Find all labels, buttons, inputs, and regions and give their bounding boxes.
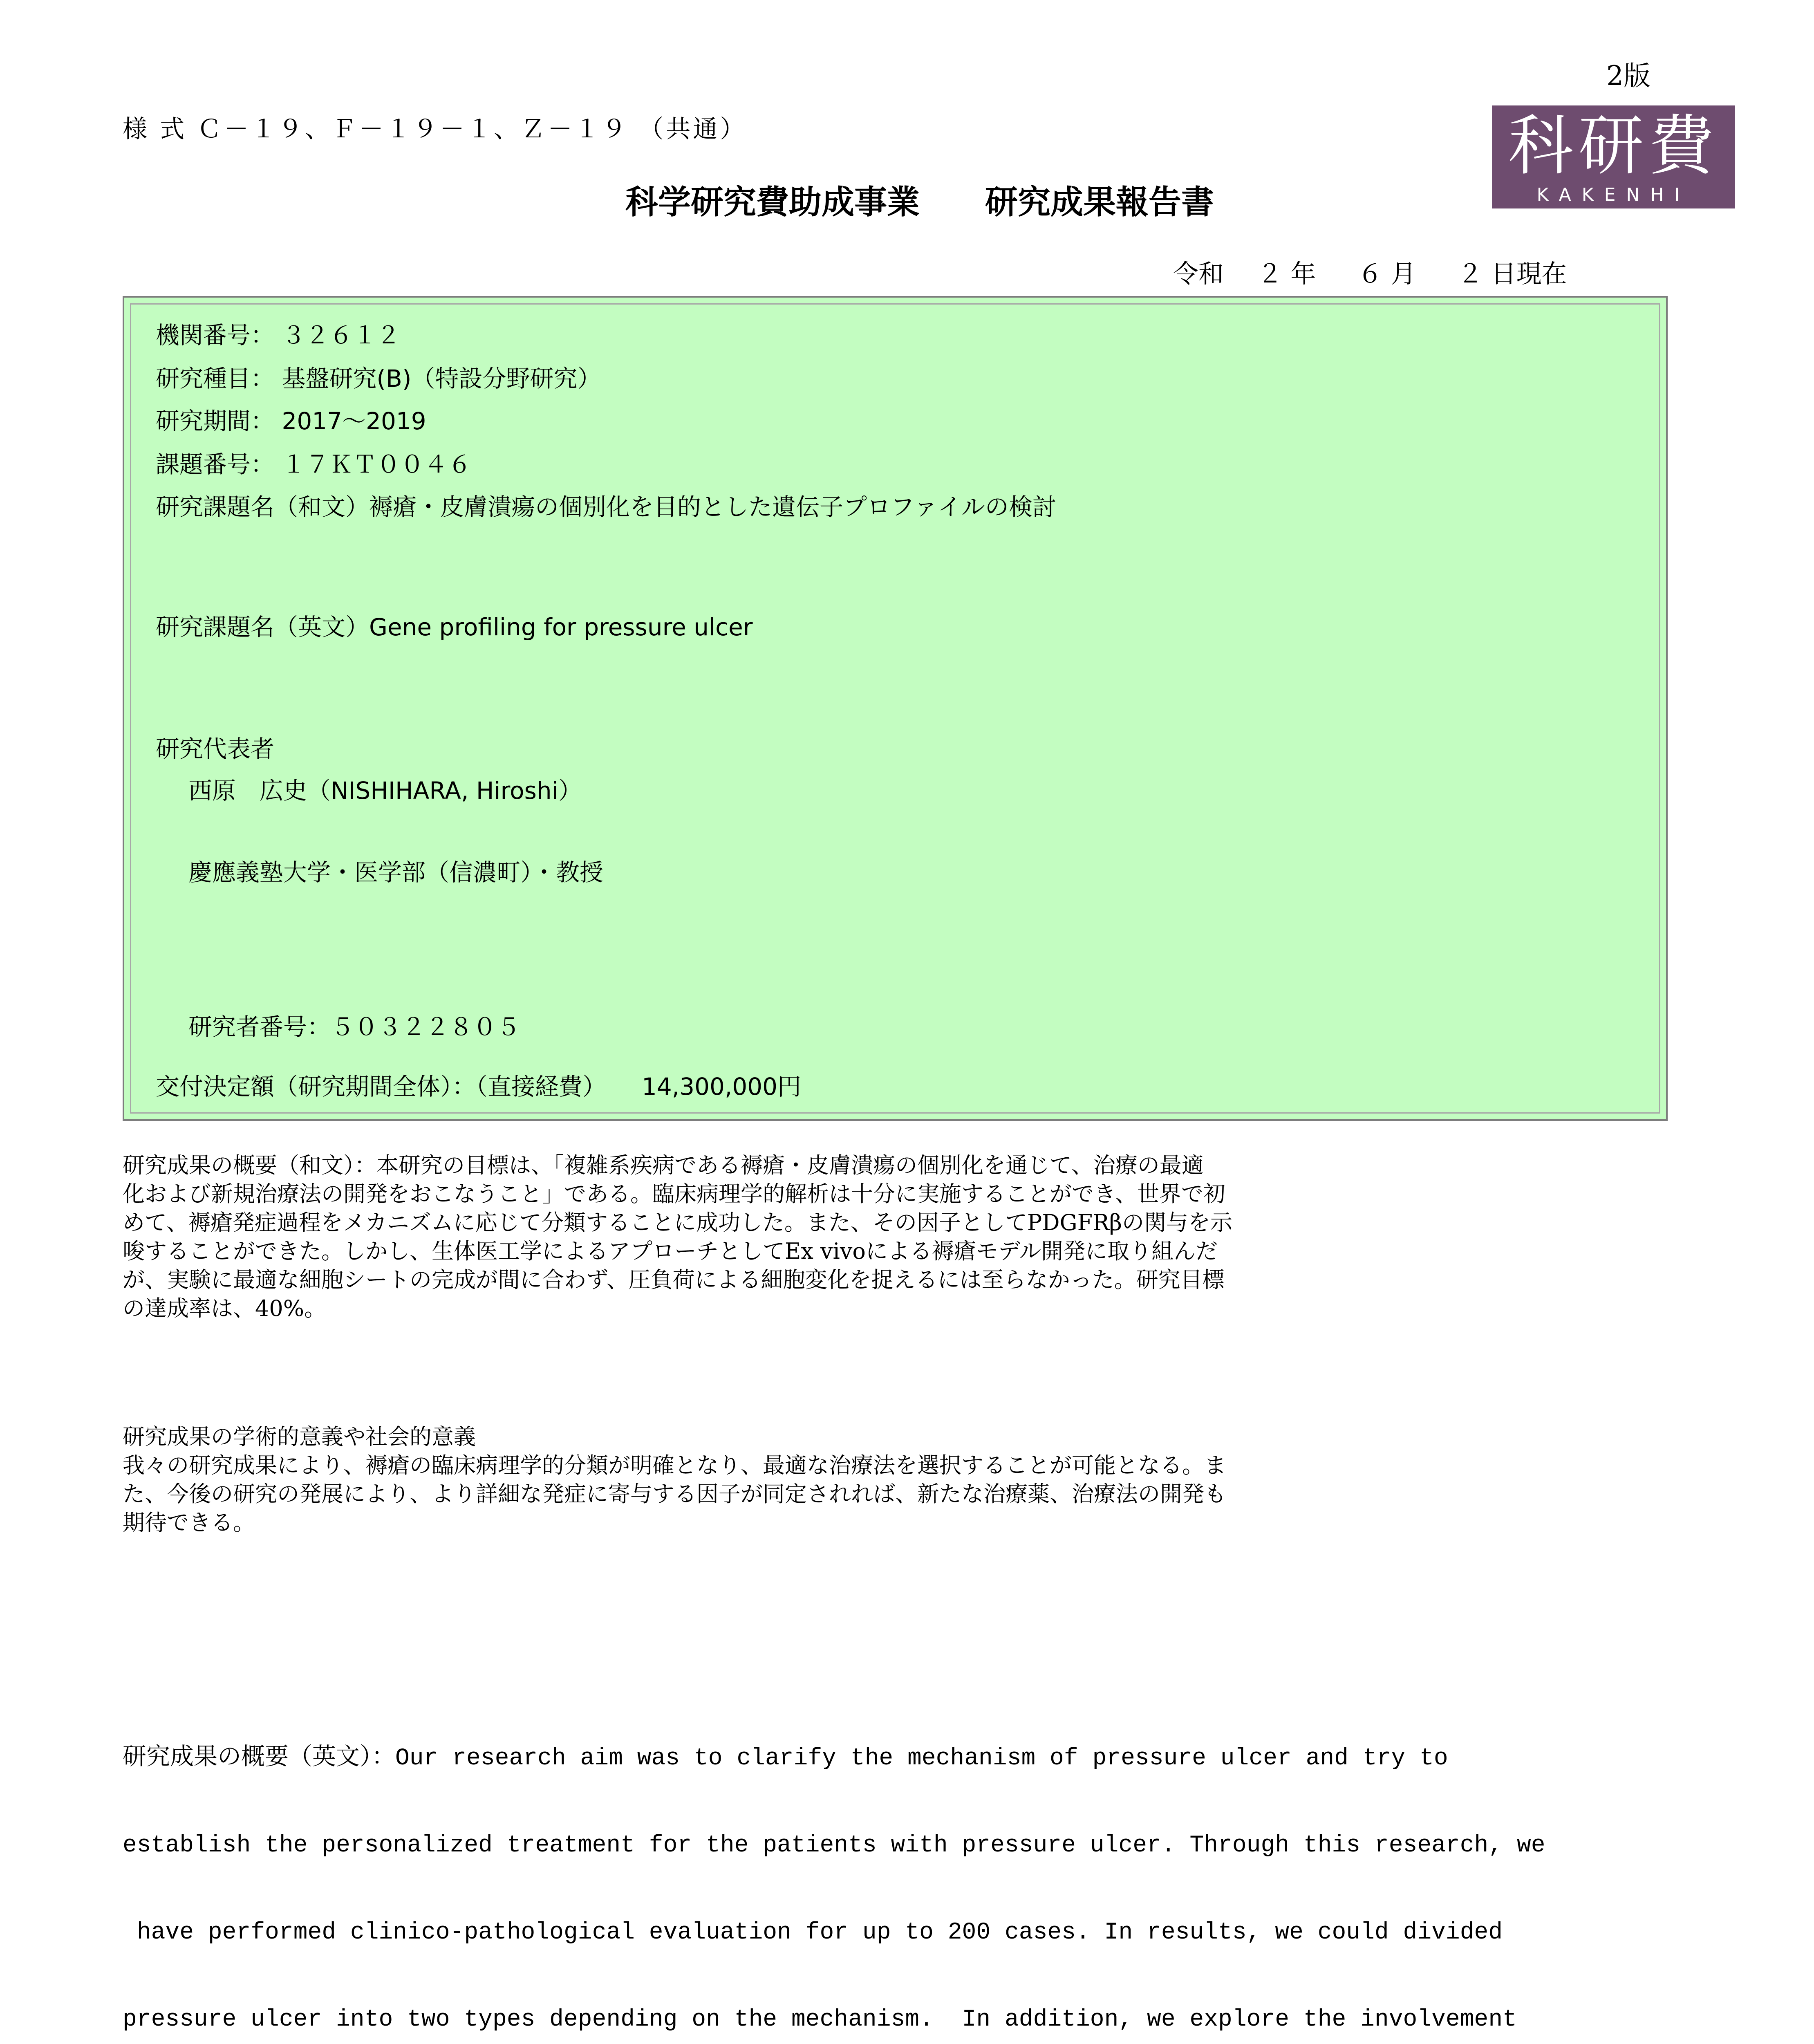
significance-line: た、今後の研究の発展により、より詳細な発症に寄与する因子が同定されれば、新たな治療薬、治療法の開発も: [123, 1481, 1226, 1507]
grant-amount: 交付決定額（研究期間全体）：（直接経費） 14,300,000円: [156, 1073, 802, 1100]
kakenhi-logo: [1492, 105, 1735, 208]
project-title-jp: 研究課題名（和文）褥瘡・皮膚潰瘍の個別化を目的とした遺伝子プロファイルの検討: [156, 493, 1056, 521]
project-title-en: 研究課題名（英文）Gene profiling for pressure ulcer: [156, 613, 753, 641]
summary-en-line: pressure ulcer into two types depending on the mechanism. In addition, we explore the involvement: [123, 2006, 1517, 2033]
form-id: 様 式 Ｃ－１９、Ｆ－１９－１、Ｚ－１９ （共通）: [123, 115, 747, 143]
project-info-inner: [130, 303, 1660, 1114]
institution-number: 機関番号： ３２６１２: [156, 321, 401, 349]
summary-jp-line: 唆することができた。しかし、生体医工学によるアプローチとしてEx vivoによる褥瘡モデル開発に取り組んだ: [123, 1238, 1218, 1264]
document-title: 科学研究費助成事業 研究成果報告書: [625, 183, 1214, 221]
project-number: 課題番号： １７ＫＴ００４６: [156, 450, 472, 478]
significance-line: 期待できる。: [123, 1510, 255, 1535]
report-date: 令和 ２ 年 ６ 月 ２ 日現在: [1173, 259, 1567, 289]
summary-en-line: establish the personalized treatment for the patients with pressure ulcer. Through this research, we: [123, 1832, 1545, 1859]
significance-line: 我々の研究成果により、褥瘡の臨床病理学的分類が明確となり、最適な治療法を選択することが可能となる。ま: [123, 1452, 1226, 1478]
summary-jp-line: 化および新規治療法の開発をおこなうこと」である。臨床病理学的解析は十分に実施することができ、世界で初: [123, 1181, 1225, 1207]
logo-main-text: 科研費: [1508, 108, 1719, 184]
researcher-number: 研究者番号：５０３２２８０５: [188, 1013, 521, 1041]
summary-en-line: have performed clinico-pathological evaluation for up to 200 cases. In results, we could divided: [123, 1919, 1503, 1946]
summary-en: [123, 1686, 1545, 2044]
significance-heading: 研究成果の学術的意義や社会的意義: [123, 1424, 476, 1450]
logo-sub-text: KAKENHI: [1536, 184, 1691, 205]
summary-en-line: 研究成果の概要（英文）：Our research aim was to clarify the mechanism of pressure ulcer and try to: [123, 1745, 1448, 1772]
summary-jp-line: の達成率は、40%。: [123, 1295, 327, 1321]
pi-affiliation: 慶應義塾大学・医学部（信濃町）・教授: [188, 858, 604, 886]
summary-jp-line: 研究成果の概要（和文）：本研究の目標は、「複雑系疾病である褥瘡・皮膚潰瘍の個別化を通じて、治療の最適: [123, 1152, 1204, 1178]
research-category: 研究種目： 基盤研究(B)（特設分野研究）: [156, 365, 601, 392]
pi-name: 西原 広史（NISHIHARA, Hiroshi）: [188, 777, 582, 805]
research-period: 研究期間： 2017～2019: [156, 407, 426, 435]
pi-label: 研究代表者: [156, 735, 275, 763]
significance-section: [123, 1423, 1610, 1537]
edition-label: 2版: [1606, 60, 1651, 92]
summary-jp: [123, 1151, 1610, 1323]
summary-jp-line: が、実験に最適な細胞シートの完成が間に合わず、圧負荷による細胞変化を捉えるには至らなかった。研究目標: [123, 1267, 1225, 1293]
project-info-box: [123, 296, 1668, 1121]
summary-jp-line: めて、褥瘡発症過程をメカニズムに応じて分類することに成功した。また、その因子としてPDGFRβの関与を示: [123, 1210, 1233, 1235]
